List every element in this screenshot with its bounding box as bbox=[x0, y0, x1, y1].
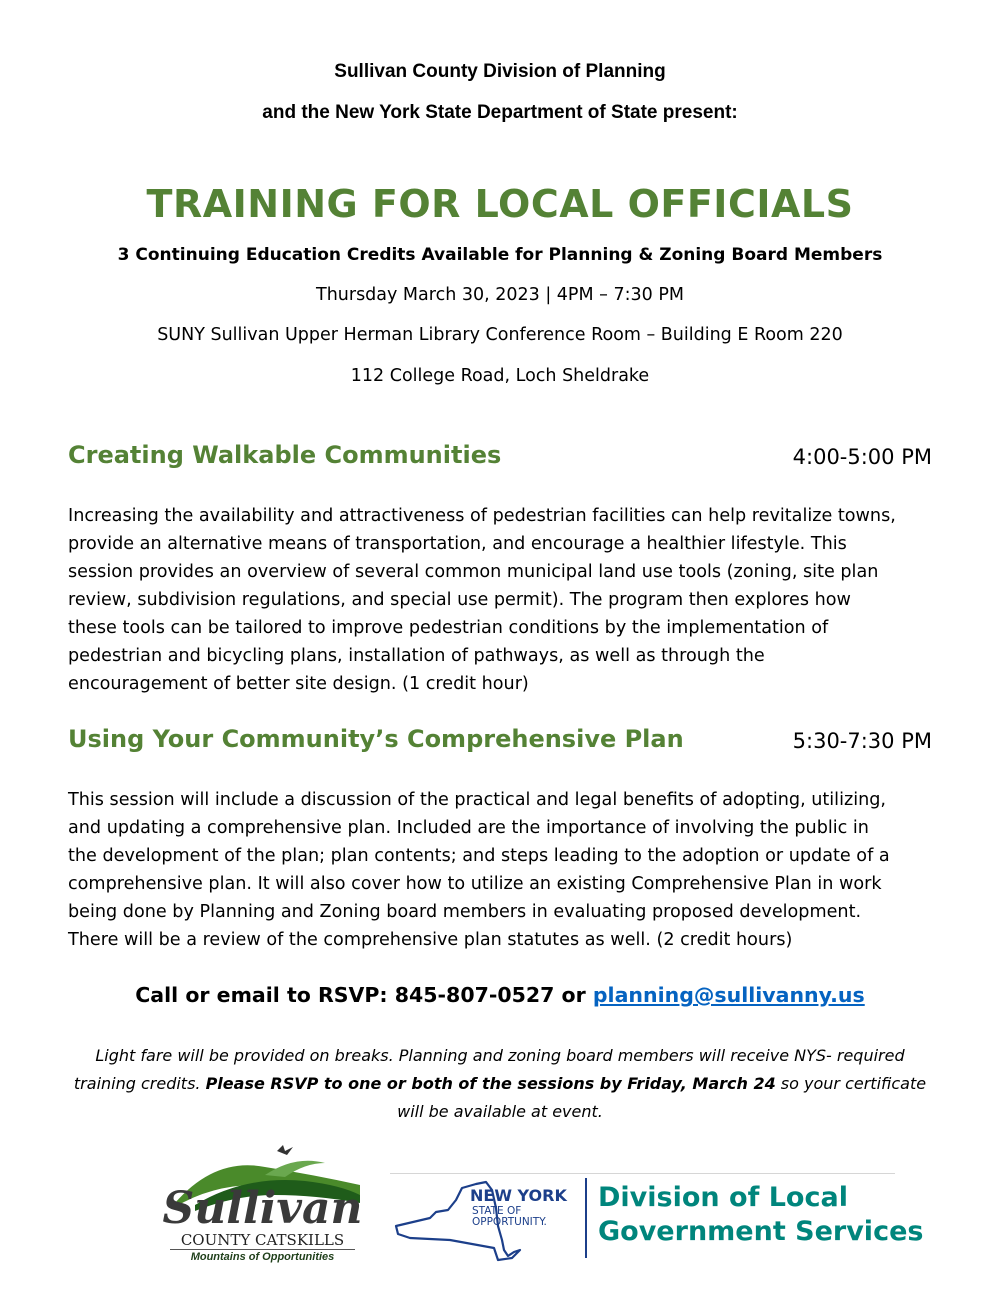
nys-dlgs-logo bbox=[390, 1178, 924, 1263]
session-1-line: session provides an overview of several common municipal land use tools (zoning, site plan bbox=[68, 562, 879, 582]
nys-logo-line1: NEW YORK bbox=[470, 1186, 567, 1205]
sullivan-logo-name: Sullivan bbox=[162, 1183, 363, 1234]
logo-divider bbox=[585, 1178, 587, 1258]
sullivan-logo-line: COUNTY CATSKILLS bbox=[180, 1231, 345, 1249]
session-2-description bbox=[68, 786, 940, 954]
session-2-time: 5:30-7:30 PM bbox=[792, 729, 932, 753]
session-1-time: 4:00-5:00 PM bbox=[792, 445, 932, 469]
bird-icon bbox=[277, 1145, 293, 1155]
page-title: TRAINING FOR LOCAL OFFICIALS bbox=[146, 182, 854, 226]
location-line: SUNY Sullivan Upper Herman Library Conference Room – Building E Room 220 bbox=[157, 325, 843, 345]
nys-logo-line2: STATE OF bbox=[472, 1205, 522, 1217]
session-1-title: Creating Walkable Communities bbox=[68, 441, 502, 469]
session-1-line: these tools can be tailored to improve pedestrian conditions by the implementation of bbox=[68, 618, 829, 638]
date-time-line: Thursday March 30, 2023 | 4PM – 7:30 PM bbox=[316, 285, 684, 305]
session-2-line: comprehensive plan. It will also cover how to utilize an existing Comprehensive Plan in work bbox=[68, 874, 882, 894]
division-name-line-2: Government Services bbox=[598, 1216, 924, 1247]
session-2-line: being done by Planning and Zoning board members in evaluating proposed development. bbox=[68, 902, 862, 922]
presenter-line-2: and the New York State Department of State present: bbox=[262, 102, 738, 123]
rsvp-line bbox=[0, 983, 1000, 1007]
credits-line: 3 Continuing Education Credits Available for Planning & Zoning Board Members bbox=[117, 245, 883, 265]
session-1-description bbox=[68, 502, 940, 698]
session-2-title: Using Your Community’s Comprehensive Plan bbox=[68, 725, 684, 753]
sullivan-logo-divider bbox=[170, 1249, 355, 1250]
sullivan-county-logo bbox=[155, 1145, 370, 1270]
note-line-2-start: training credits. bbox=[73, 1074, 206, 1093]
session-2-line: This session will include a discussion of the practical and legal benefits of adopting, utilizing, bbox=[68, 790, 886, 810]
rsvp-deadline: Please RSVP to one or both of the sessions by Friday, March 24 bbox=[205, 1074, 776, 1093]
sullivan-logo-tagline: Mountains of Opportunities bbox=[190, 1251, 335, 1263]
session-2-line: the development of the plan; plan contents; and steps leading to the adoption or update of a bbox=[68, 846, 890, 866]
presenter-line-1: Sullivan County Division of Planning bbox=[334, 61, 666, 82]
address-line: 112 College Road, Loch Sheldrake bbox=[350, 366, 650, 386]
note-line-2 bbox=[0, 1070, 1000, 1098]
footer-note bbox=[0, 1042, 1000, 1126]
note-line-1: Light fare will be provided on breaks. Planning and zoning board members will receive NYS- required bbox=[95, 1046, 905, 1065]
nys-logo-line3: OPPORTUNITY. bbox=[472, 1216, 547, 1228]
note-line-3: will be available at event. bbox=[397, 1102, 603, 1121]
note-line-2-end: so your certificate bbox=[775, 1074, 927, 1093]
session-2-line: and updating a comprehensive plan. Included are the importance of involving the public in bbox=[68, 818, 869, 838]
session-1-line: pedestrian and bicycling plans, installation of pathways, as well as through the bbox=[68, 646, 765, 666]
session-1-line: encouragement of better site design. (1 credit hour) bbox=[68, 674, 529, 694]
session-1-line: review, subdivision regulations, and special use permit). The program then explores how bbox=[68, 590, 851, 610]
session-1-line: Increasing the availability and attractiveness of pedestrian facilities can help revitalize towns, bbox=[68, 506, 896, 526]
rsvp-email-link[interactable]: planning@sullivanny.us bbox=[592, 983, 865, 1007]
logo-top-rule bbox=[390, 1173, 895, 1174]
rsvp-text: Call or email to RSVP: 845-807-0527 or bbox=[135, 983, 593, 1007]
division-name-line-1: Division of Local bbox=[598, 1182, 848, 1213]
session-2-line: There will be a review of the comprehensive plan statutes as well. (2 credit hours) bbox=[68, 930, 793, 950]
session-1-line: provide an alternative means of transportation, and encourage a healthier lifestyle. This bbox=[68, 534, 847, 554]
